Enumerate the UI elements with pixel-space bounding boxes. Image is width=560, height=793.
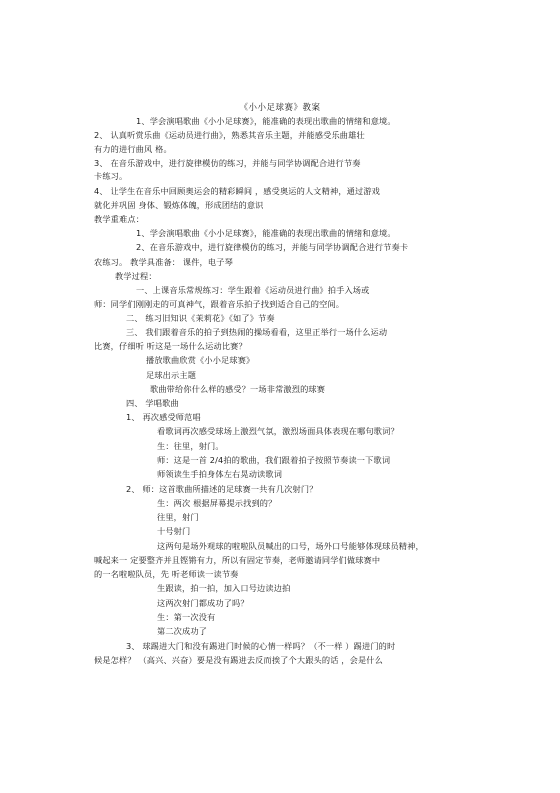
text-line: 歌曲带给你什么样的感受？一场非常激烈的球赛 bbox=[150, 384, 326, 394]
text-line: 师领读生手拍身体左右晃动读歌词 bbox=[157, 469, 283, 479]
text-line: 师：同学们刚刚走的可真神气，跟着音乐拍子找到适合自己的空间。 bbox=[94, 299, 345, 309]
text-line: 第二次成功了 bbox=[157, 626, 208, 636]
text-line: 生：第一次没有 bbox=[157, 612, 216, 622]
text-line: 就化并巩固 身体、锻炼体魄，形成团结的意识 bbox=[94, 200, 264, 210]
text-line: 四、 学唱歌曲 bbox=[126, 398, 179, 408]
text-line: 1、学会演唱歌曲《小小足球赛》，能准确的表现出歌曲的情绪和意境。 bbox=[136, 228, 396, 238]
text-line: 1、学会演唱歌曲《小小足球赛》，能准确的表现出歌曲的情绪和意境。 bbox=[136, 116, 396, 126]
text-line: 这两次射门都成功了吗？ bbox=[157, 598, 249, 608]
text-line: 的一名啦啦队员，先 听老师读一读节奏 bbox=[94, 569, 239, 579]
text-line: 喊起来一 定要整齐并且铿锵有力，所以有固定节奏，老师邀请同学们做球赛中 bbox=[94, 555, 381, 565]
text-line: 播放歌曲欣赏《小小足球赛》 bbox=[146, 355, 255, 365]
text-line: 三、 我们跟着音乐的拍子到热闹的操场看看，这里正举行一场什么运动 bbox=[126, 327, 388, 337]
text-line: 足球出示主题 bbox=[146, 370, 197, 380]
text-line: 4、 让学生在音乐中回顾奥运会的精彩瞬间 ，感受奥运的人文精神，通过游戏 bbox=[94, 186, 381, 196]
text-line: 生跟读，拍一拍，加入口号边读边拍 bbox=[157, 583, 291, 593]
text-line: 3、 球踢进大门和没有踢进门时候的心情一样吗？（不一样 ）踢进门的时 bbox=[126, 641, 396, 651]
text-line: 看歌词再次感受球场上激烈气氛，激烈场面具体表现在哪句歌词？ bbox=[157, 426, 399, 436]
text-line: 卡练习。 bbox=[94, 171, 128, 181]
text-line: 比赛，仔细听 听这是一场什么运动比赛？ bbox=[94, 341, 247, 351]
text-line: 教学重难点： bbox=[94, 214, 145, 224]
text-line: 一、上课音乐常规练习：学生跟着《运动员进行曲》拍手入场或 bbox=[136, 285, 370, 295]
text-line: 十号射门 bbox=[157, 526, 191, 536]
text-line: 这两句是场外观球的啦啦队员喊出的口号，场外口号能够体现球员精神， bbox=[157, 541, 424, 551]
document-title: 《小小足球赛》教案 bbox=[239, 103, 321, 113]
text-line: 教学过程： bbox=[115, 271, 157, 281]
text-line: 师：这是一首 2/4拍的歌曲，我们跟着拍子按照节奏读一下歌词 bbox=[157, 455, 391, 465]
text-line: 生：往里，射门。 bbox=[157, 441, 224, 451]
text-line: 生：两次 根据屏幕提示找到的？ bbox=[157, 498, 277, 508]
text-line: 往里，射门 bbox=[157, 512, 199, 522]
text-line: 农练习。 教学具准备： 课件，电子琴 bbox=[94, 257, 233, 267]
text-line: 2、在音乐游戏中，进行旋律模仿的练习，并能与同学协调配合进行节奏卡 bbox=[136, 242, 409, 252]
text-line: 候是怎样？ （高兴、兴奋）要是没有踢进去反而挨了个大跟头的话 ，会是什么 bbox=[94, 655, 383, 665]
text-line: 二、 练习旧知识《茉莉花》《如了》节奏 bbox=[126, 313, 275, 323]
text-line: 2、 师：这首歌曲所描述的足球赛一共有几次射门？ bbox=[126, 484, 318, 494]
text-line: 有力的进行曲风 格。 bbox=[94, 144, 172, 154]
text-line: 1、 再次感受师范唱 bbox=[126, 412, 201, 422]
text-line: 3、 在音乐游戏中，进行旋律模仿的练习，并能与同学协调配合进行节奏 bbox=[94, 158, 361, 168]
text-line: 2、 认真听赏乐曲《运动员进行曲》，熟悉其音乐主题，并能感受乐曲雄壮 bbox=[94, 130, 365, 140]
